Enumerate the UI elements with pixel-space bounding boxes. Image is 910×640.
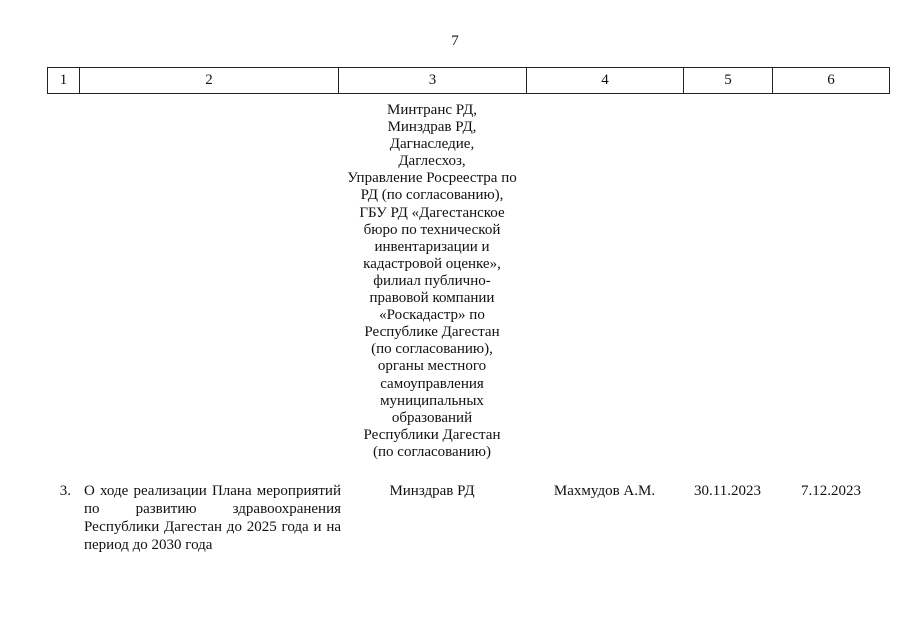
header-col-3: 3 (338, 68, 526, 93)
row-date-submit: 30.11.2023 (694, 483, 761, 499)
responsible-line: филиал публично- (373, 272, 491, 289)
responsible-line: Дагнаследие, (389, 136, 475, 153)
responsible-line: Республике Дагестан (364, 324, 500, 341)
responsible-line: Минтранс РД, (387, 102, 477, 118)
responsible-line: самоуправления (380, 375, 484, 392)
row-number: 3. (59, 483, 71, 499)
header-col-4: 4 (526, 68, 683, 93)
topic-line: по развитию здравоохранения (84, 501, 341, 517)
row-person: Махмудов А.М. (553, 483, 656, 499)
responsible-line: бюро по технической (363, 221, 501, 238)
responsible-line: (по согласованию), (371, 341, 493, 358)
responsible-line: ГБУ РД «Дагестанское (359, 204, 505, 221)
header-col-2: 2 (79, 68, 338, 93)
topic-line: период до 2030 года (84, 537, 213, 553)
header-col-1: 1 (47, 68, 79, 93)
responsible-line: Республики Дагестан (363, 426, 501, 443)
page-number: 7 (451, 33, 459, 49)
row-topic (84, 482, 341, 554)
responsible-line: правовой компании (369, 290, 495, 307)
header-col-6: 6 (772, 68, 890, 93)
header-col-5: 5 (683, 68, 772, 93)
responsible-line: Управление Росреестра по (347, 170, 517, 187)
responsible-line: Даглесхоз, (398, 153, 466, 170)
continued-responsible-list (338, 102, 526, 461)
row-responsible: Минздрав РД (389, 483, 475, 499)
topic-line: О ходе реализации Плана мероприятий (84, 483, 341, 499)
responsible-line: (по согласованию) (373, 443, 491, 460)
responsible-line: муниципальных (380, 392, 484, 409)
table-header-row (47, 67, 890, 94)
responsible-line: кадастровой оценке», (363, 255, 501, 272)
responsible-line: инвентаризации и (374, 238, 490, 255)
responsible-line: РД (по согласованию), (360, 187, 504, 204)
responsible-line: образований (391, 409, 473, 426)
topic-line: Республики Дагестан до 2025 года и на (84, 519, 341, 535)
responsible-line: «Роскадастр» по (379, 307, 485, 324)
responsible-line: органы местного (377, 358, 487, 375)
responsible-line: Минздрав РД, (387, 119, 477, 136)
row-date-review: 7.12.2023 (801, 483, 861, 499)
